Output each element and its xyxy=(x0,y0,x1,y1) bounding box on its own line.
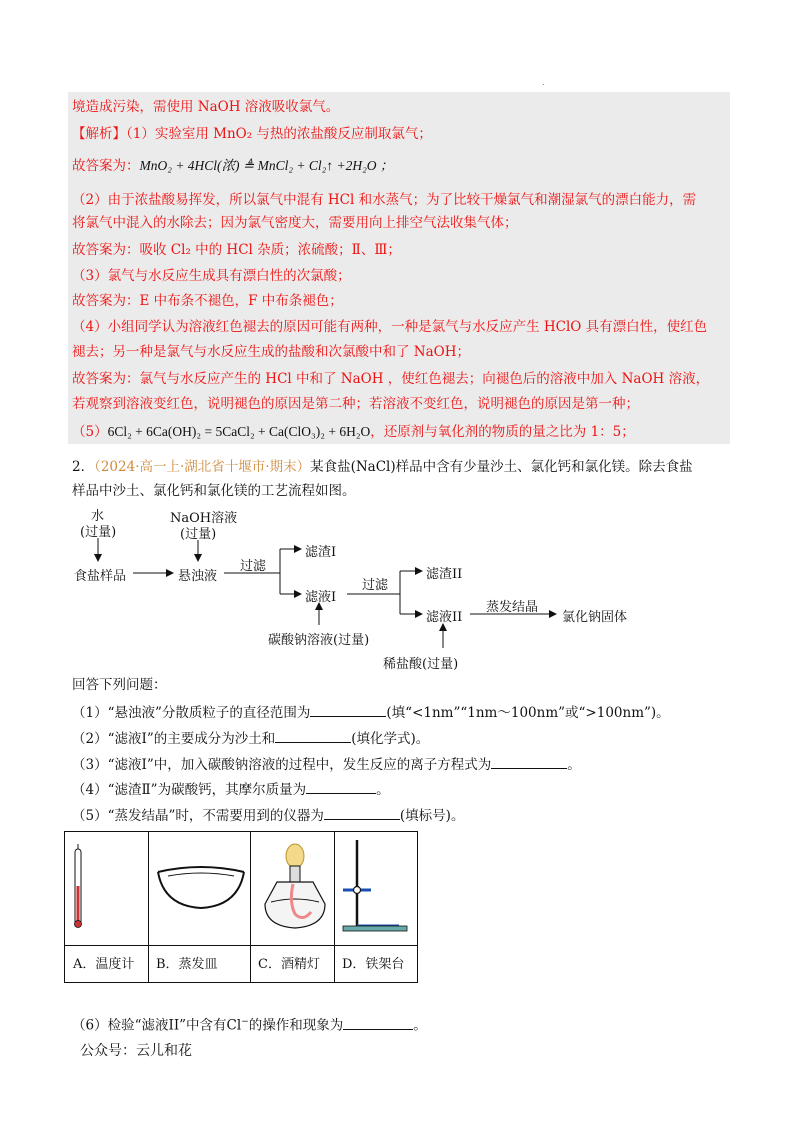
question-6: （6）检验“滤液II”中含有Cl−的操作和现象为 。 xyxy=(72,1012,427,1036)
flow-filtrate-1: 滤液I xyxy=(305,590,337,605)
flow-product: 氯化钠固体 xyxy=(562,610,628,625)
flow-na2co3: 碳酸钠溶液(过量) xyxy=(268,633,370,648)
instrument-label-c: C．酒精灯 xyxy=(258,957,320,972)
alcohol-lamp-icon xyxy=(255,842,335,942)
answer-line: 故答案为：吸收 Cl₂ 中的 HCl 杂质；浓硫酸；Ⅱ、Ⅲ； xyxy=(72,242,401,258)
answer-blank[interactable] xyxy=(343,1015,413,1030)
footer-watermark: 公众号：云儿和花 xyxy=(80,1043,192,1059)
answer-blank[interactable] xyxy=(306,779,376,794)
question-2-stem-cont: 样品中沙土、氯化钙和氯化镁的工艺流程如图。 xyxy=(72,483,356,499)
equation-2: 6Cl₂ + 6Ca(OH)₂ = 5CaCl₂ + Ca(ClO₃)₂ + 6H₂O xyxy=(107,424,371,439)
answer-line: （5）6Cl₂ + 6Ca(OH)₂ = 5CaCl₂ + Ca(ClO₃)₂ + 6H₂O，还原剂与氧化剂的物质的量之比为 1：5； xyxy=(72,424,635,440)
flow-naoh: NaOH溶液 xyxy=(170,511,238,526)
answer-blank[interactable] xyxy=(324,805,400,820)
instrument-label-b: B．蒸发皿 xyxy=(156,957,218,972)
answer-line: 故答案为：E 中布条不褪色，F 中布条褪色； xyxy=(72,293,343,309)
answer-blank[interactable] xyxy=(491,754,567,769)
page-mark: . xyxy=(542,78,545,87)
question-source: （2024·高一上·湖北省十堰市·期末） xyxy=(94,459,311,475)
evaporating-dish-icon xyxy=(150,860,252,920)
flow-evaporation: 蒸发结晶 xyxy=(486,600,539,615)
answer-line: 故答案为：MnO₂ + 4HCl(浓) ≜ MnCl₂ + Cl₂↑ +2H₂O ； xyxy=(72,158,394,174)
question-3: （3）“滤液I”中，加入碳酸钠溶液的过程中，发生反应的离子方程式为 。 xyxy=(72,754,581,775)
question-1: （1）“悬浊液”分散质粒子的直径范围为 (填“<1nm”“1nm～100nm”或“>100nm”)。 xyxy=(72,702,670,723)
flow-hcl: 稀盐酸(过量) xyxy=(383,657,459,672)
question-2-stem: 2．（2024·高一上·湖北省十堰市·期末）某食盐(NaCl)样品中含有少量沙土、氯化钙和氯化镁。除去食盐 xyxy=(72,459,693,475)
flow-residue-1: 滤渣I xyxy=(305,545,337,560)
answer-line: 故答案为：氯气与水反应产生的 HCl 中和了 NaOH ，使红色褪去；向褪色后的溶液中加入 NaOH 溶液， xyxy=(72,371,710,387)
answer-line: 将氯气中混入的水除去；因为氯气密度大，需要用向上排空气法收集气体； xyxy=(72,215,518,231)
instrument-table xyxy=(64,831,418,983)
flow-filter-2: 过滤 xyxy=(362,578,389,593)
flow-water-note: (过量) xyxy=(80,525,117,540)
flow-sample: 食盐样品 xyxy=(74,569,127,584)
answer-line: （3）氯气与水反应生成具有漂白性的次氯酸； xyxy=(72,268,351,284)
flow-filtrate-2: 滤液II xyxy=(426,610,463,625)
equation-1: MnO₂ + 4HCl(浓) ≜ MnCl₂ + Cl₂↑ +2H₂O ； xyxy=(139,158,394,173)
question-4: （4）“滤渣Ⅱ”为碳酸钙，其摩尔质量为 。 xyxy=(72,779,390,800)
answer-line: （4）小组同学认为溶液红色褪去的原因可能有两种，一种是氯气与水反应产生 HClO 具有漂白性，使红色 xyxy=(72,319,708,335)
instrument-label-a: A．温度计 xyxy=(73,957,135,972)
thermometer-icon xyxy=(65,844,95,934)
answer-line: （2）由于浓盐酸易挥发，所以氯气中混有 HCl 和水蒸气；为了比较干燥氯气和潮湿氯气的漂白能力，需 xyxy=(72,192,697,208)
iron-stand-icon xyxy=(337,840,417,940)
flow-suspension: 悬浊液 xyxy=(178,569,218,584)
answer-line: 褪去；另一种是氯气与水反应生成的盐酸和次氯酸中和了 NaOH； xyxy=(72,344,470,360)
flow-naoh-note: (过量) xyxy=(180,527,217,542)
question-2: （2）“滤液I”的主要成分为沙土和 (填化学式)。 xyxy=(72,728,429,749)
analysis-heading: 【解析】（1）实验室用 MnO₂ 与热的浓盐酸反应制取氯气； xyxy=(72,126,432,142)
flow-water: 水 xyxy=(91,509,105,524)
questions-intro: 回答下列问题： xyxy=(72,677,167,693)
question-5: （5）“蒸发结晶”时，不需要用到的仪器为 (填标号)。 xyxy=(72,805,464,826)
answer-blank[interactable] xyxy=(275,728,351,743)
instrument-label-d: D．铁架台 xyxy=(342,957,405,972)
flow-residue-2: 滤渣II xyxy=(426,567,463,582)
answer-blank[interactable] xyxy=(310,702,386,717)
flow-filter-1: 过滤 xyxy=(240,559,267,574)
answer-line: 境造成污染，需使用 NaOH 溶液吸收氯气。 xyxy=(72,99,340,115)
answer-line: 若观察到溶液变红色，说明褪色的原因是第二种；若溶液不变红色，说明褪色的原因是第一种； xyxy=(72,396,639,412)
